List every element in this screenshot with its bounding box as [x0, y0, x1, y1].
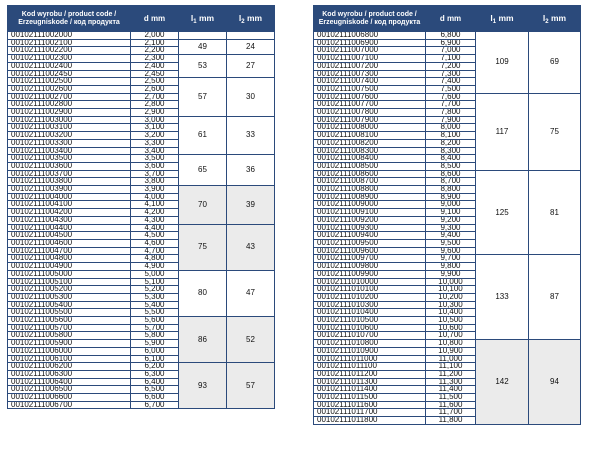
- table-row: [8, 363, 275, 371]
- diameter-cell: 11,500: [426, 394, 476, 402]
- product-code-cell: 00102111002450: [8, 70, 131, 78]
- l2-length-cell: 27: [227, 55, 275, 78]
- diameter-cell: 2,100: [131, 39, 179, 47]
- product-code-cell: 00102111010000: [314, 278, 426, 286]
- diameter-cell: 10,900: [426, 347, 476, 355]
- diameter-cell: 7,900: [426, 116, 476, 124]
- product-code-cell: 00102111004200: [8, 209, 131, 217]
- product-code-cell: 00102111002100: [8, 39, 131, 47]
- diameter-cell: 7,200: [426, 62, 476, 70]
- diameter-cell: 3,300: [131, 139, 179, 147]
- diameter-cell: 4,400: [131, 224, 179, 232]
- diameter-cell: 7,000: [426, 47, 476, 55]
- product-code-cell: 00102111006700: [8, 401, 131, 409]
- diameter-cell: 7,800: [426, 109, 476, 117]
- l2-length-cell: 43: [227, 224, 275, 270]
- product-code-cell: 00102111007000: [314, 47, 426, 55]
- product-code-cell: 00102111008800: [314, 186, 426, 194]
- product-code-cell: 00102111010200: [314, 293, 426, 301]
- product-code-cell: 00102111011300: [314, 378, 426, 386]
- product-code-cell: 00102111004800: [8, 255, 131, 263]
- product-code-cell: 00102111010300: [314, 301, 426, 309]
- diameter-cell: 7,600: [426, 93, 476, 101]
- diameter-cell: 10,400: [426, 309, 476, 317]
- product-code-cell: 00102111002800: [8, 101, 131, 109]
- diameter-cell: 7,700: [426, 101, 476, 109]
- product-code-cell: 00102111005300: [8, 293, 131, 301]
- diameter-cell: 9,300: [426, 224, 476, 232]
- product-code-cell: 00102111008500: [314, 162, 426, 170]
- product-code-cell: 00102111007100: [314, 55, 426, 63]
- product-code-cell: 00102111010800: [314, 340, 426, 348]
- diameter-cell: 4,200: [131, 209, 179, 217]
- table-row: [314, 170, 581, 178]
- product-code-cell: 00102111005600: [8, 317, 131, 325]
- product-code-cell: 00102111005200: [8, 286, 131, 294]
- diameter-cell: 2,900: [131, 109, 179, 117]
- table-row: [8, 55, 275, 63]
- diameter-cell: 3,200: [131, 132, 179, 140]
- diameter-cell: 2,400: [131, 62, 179, 70]
- diameter-cell: 11,600: [426, 401, 476, 409]
- product-code-cell: 00102111011500: [314, 394, 426, 402]
- table-row: [8, 186, 275, 194]
- product-code-cell: 00102111005800: [8, 332, 131, 340]
- diameter-cell: 2,200: [131, 47, 179, 55]
- product-code-cell: 00102111002700: [8, 93, 131, 101]
- diameter-cell: 8,800: [426, 186, 476, 194]
- diameter-cell: 11,200: [426, 370, 476, 378]
- table-row: [8, 78, 275, 86]
- l2-length-cell: 39: [227, 186, 275, 225]
- product-code-cell: 00102111006900: [314, 39, 426, 47]
- product-code-cell: 00102111004700: [8, 247, 131, 255]
- l1-header: $l_1$ mm: [476, 6, 529, 32]
- diameter-cell: 3,600: [131, 162, 179, 170]
- product-code-cell: 00102111008200: [314, 139, 426, 147]
- l1-header: $l_1$ mm: [179, 6, 227, 32]
- product-code-cell: 00102111006000: [8, 347, 131, 355]
- product-code-cell: 00102111009500: [314, 239, 426, 247]
- product-code-cell: 00102111007300: [314, 70, 426, 78]
- diameter-cell: 8,200: [426, 139, 476, 147]
- product-code-cell: 00102111003700: [8, 170, 131, 178]
- table-row: [8, 317, 275, 325]
- l1-length-cell: 93: [179, 363, 227, 409]
- l2-length-cell: 81: [529, 170, 581, 255]
- diameter-cell: 2,000: [131, 32, 179, 40]
- product-code-cell: 00102111002000: [8, 32, 131, 40]
- product-code-cell: 00102111005000: [8, 270, 131, 278]
- product-code-cell: 00102111004100: [8, 201, 131, 209]
- l1-length-cell: 61: [179, 116, 227, 155]
- diameter-cell: 6,900: [426, 39, 476, 47]
- diameter-cell: 11,100: [426, 363, 476, 371]
- diameter-cell: 8,500: [426, 162, 476, 170]
- l2-length-cell: 47: [227, 270, 275, 316]
- diameter-cell: 4,900: [131, 263, 179, 271]
- product-code-cell: 00102111003100: [8, 124, 131, 132]
- diameter-cell: 2,600: [131, 85, 179, 93]
- diameter-cell: 9,600: [426, 247, 476, 255]
- product-code-cell: 00102111011600: [314, 401, 426, 409]
- product-code-cell: 00102111004900: [8, 263, 131, 271]
- product-code-cell: 00102111009700: [314, 255, 426, 263]
- diameter-cell: 7,100: [426, 55, 476, 63]
- diameter-cell: 3,700: [131, 170, 179, 178]
- product-code-cell: 00102111009600: [314, 247, 426, 255]
- product-code-cell: 00102111003600: [8, 162, 131, 170]
- diameter-cell: 3,100: [131, 124, 179, 132]
- product-code-cell: 00102111007700: [314, 101, 426, 109]
- l1-length-cell: 109: [476, 32, 529, 94]
- diameter-cell: 8,400: [426, 155, 476, 163]
- diameter-cell: 3,000: [131, 116, 179, 124]
- product-code-cell: 00102111009100: [314, 209, 426, 217]
- diameter-cell: 5,700: [131, 324, 179, 332]
- l2-header: $l_2$ mm: [529, 6, 581, 32]
- product-code-cell: 00102111003000: [8, 116, 131, 124]
- product-code-cell: 00102111009000: [314, 201, 426, 209]
- product-code-cell: 00102111008900: [314, 193, 426, 201]
- diameter-cell: 5,300: [131, 293, 179, 301]
- diameter-cell: 9,400: [426, 232, 476, 240]
- diameter-cell: 2,450: [131, 70, 179, 78]
- product-code-cell: 00102111002500: [8, 78, 131, 86]
- product-code-cell: 00102111005700: [8, 324, 131, 332]
- diameter-cell: 4,700: [131, 247, 179, 255]
- product-code-cell: 00102111006400: [8, 378, 131, 386]
- diameter-cell: 8,900: [426, 193, 476, 201]
- product-code-cell: 00102111003200: [8, 132, 131, 140]
- l1-length-cell: 117: [476, 93, 529, 170]
- product-code-cell: 00102111002400: [8, 62, 131, 70]
- diameter-cell: 2,800: [131, 101, 179, 109]
- diameter-cell: 8,600: [426, 170, 476, 178]
- product-code-cell: 00102111011000: [314, 355, 426, 363]
- product-code-cell: 00102111009900: [314, 270, 426, 278]
- table-row: [8, 116, 275, 124]
- product-code-cell: 00102111011700: [314, 409, 426, 417]
- product-code-cell: 00102111002300: [8, 55, 131, 63]
- product-code-cell: 00102111007200: [314, 62, 426, 70]
- product-code-cell: 00102111009200: [314, 216, 426, 224]
- table-row: [314, 32, 581, 40]
- diameter-cell: 10,000: [426, 278, 476, 286]
- diameter-header: d mm: [131, 6, 179, 32]
- diameter-cell: 9,000: [426, 201, 476, 209]
- l2-header: $l_2$ mm: [227, 6, 275, 32]
- diameter-cell: 5,800: [131, 332, 179, 340]
- product-code-cell: 00102111007600: [314, 93, 426, 101]
- product-code-cell: 00102111004300: [8, 216, 131, 224]
- diameter-cell: 8,300: [426, 147, 476, 155]
- product-code-cell: 00102111009400: [314, 232, 426, 240]
- l1-length-cell: 53: [179, 55, 227, 78]
- table-row: [314, 340, 581, 348]
- l2-length-cell: [227, 32, 275, 40]
- diameter-cell: 7,300: [426, 70, 476, 78]
- product-code-cell: 00102111010500: [314, 317, 426, 325]
- diameter-cell: 9,100: [426, 209, 476, 217]
- product-code-cell: 00102111002200: [8, 47, 131, 55]
- code-header: Kod wyrobu / product code / Erzeugniskode / код продукта: [8, 6, 131, 32]
- product-code-cell: 00102111006200: [8, 363, 131, 371]
- product-code-cell: 00102111004600: [8, 239, 131, 247]
- l1-length-cell: 133: [476, 255, 529, 340]
- diameter-cell: 4,300: [131, 216, 179, 224]
- diameter-cell: 3,900: [131, 186, 179, 194]
- product-code-cell: 00102111005400: [8, 301, 131, 309]
- diameter-cell: 5,900: [131, 340, 179, 348]
- l2-length-cell: 33: [227, 116, 275, 155]
- product-code-cell: 00102111011100: [314, 363, 426, 371]
- l1-length-cell: 65: [179, 155, 227, 186]
- diameter-cell: 11,700: [426, 409, 476, 417]
- l2-length-cell: 94: [529, 340, 581, 425]
- diameter-cell: 10,100: [426, 286, 476, 294]
- l1-length-cell: 57: [179, 78, 227, 117]
- product-code-cell: 00102111010900: [314, 347, 426, 355]
- diameter-cell: 3,400: [131, 147, 179, 155]
- diameter-cell: 9,500: [426, 239, 476, 247]
- l1-length-cell: 80: [179, 270, 227, 316]
- diameter-cell: 5,600: [131, 317, 179, 325]
- product-code-cell: 00102111011400: [314, 386, 426, 394]
- product-code-cell: 00102111005900: [8, 340, 131, 348]
- diameter-cell: 8,100: [426, 132, 476, 140]
- diameter-cell: 4,600: [131, 239, 179, 247]
- product-code-cell: 00102111008700: [314, 178, 426, 186]
- product-code-cell: 00102111011800: [314, 417, 426, 425]
- diameter-cell: 11,300: [426, 378, 476, 386]
- diameter-cell: 11,000: [426, 355, 476, 363]
- diameter-cell: 5,100: [131, 278, 179, 286]
- diameter-cell: 9,800: [426, 263, 476, 271]
- l1-length-cell: 142: [476, 340, 529, 425]
- diameter-cell: 6,600: [131, 394, 179, 402]
- product-code-cell: 00102111007500: [314, 85, 426, 93]
- diameter-cell: 4,800: [131, 255, 179, 263]
- diameter-cell: 8,700: [426, 178, 476, 186]
- product-code-cell: 00102111006100: [8, 355, 131, 363]
- table-row: [8, 155, 275, 163]
- diameter-cell: 6,500: [131, 386, 179, 394]
- diameter-header: d mm: [426, 6, 476, 32]
- diameter-cell: 6,200: [131, 363, 179, 371]
- diameter-cell: 2,500: [131, 78, 179, 86]
- table-row: [8, 32, 275, 40]
- product-code-cell: 00102111005100: [8, 278, 131, 286]
- product-code-cell: 00102111004000: [8, 193, 131, 201]
- diameter-cell: 6,700: [131, 401, 179, 409]
- product-code-cell: 00102111008000: [314, 124, 426, 132]
- diameter-cell: 8,000: [426, 124, 476, 132]
- product-code-cell: 00102111008600: [314, 170, 426, 178]
- product-code-cell: 00102111006600: [8, 394, 131, 402]
- product-code-cell: 00102111002900: [8, 109, 131, 117]
- product-code-cell: 00102111011200: [314, 370, 426, 378]
- table-row: [314, 255, 581, 263]
- diameter-cell: 2,700: [131, 93, 179, 101]
- product-code-cell: 00102111010100: [314, 286, 426, 294]
- diameter-cell: 6,000: [131, 347, 179, 355]
- l1-length-cell: 70: [179, 186, 227, 225]
- l2-length-cell: 24: [227, 39, 275, 54]
- diameter-cell: 10,800: [426, 340, 476, 348]
- product-code-cell: 00102111010400: [314, 309, 426, 317]
- diameter-cell: 6,800: [426, 32, 476, 40]
- product-code-cell: 00102111008100: [314, 132, 426, 140]
- diameter-cell: 5,400: [131, 301, 179, 309]
- product-code-cell: 00102111006800: [314, 32, 426, 40]
- diameter-cell: 11,400: [426, 386, 476, 394]
- diameter-cell: 3,800: [131, 178, 179, 186]
- l1-length-cell: [179, 32, 227, 40]
- product-code-cell: 00102111003900: [8, 186, 131, 194]
- right-product-table: [313, 5, 581, 425]
- l2-length-cell: 52: [227, 317, 275, 363]
- diameter-cell: 3,500: [131, 155, 179, 163]
- diameter-cell: 7,400: [426, 78, 476, 86]
- product-code-cell: 00102111006500: [8, 386, 131, 394]
- l2-length-cell: 87: [529, 255, 581, 340]
- l1-length-cell: 75: [179, 224, 227, 270]
- product-code-cell: 00102111007800: [314, 109, 426, 117]
- l2-length-cell: 57: [227, 363, 275, 409]
- table-row: [8, 270, 275, 278]
- diameter-cell: 5,200: [131, 286, 179, 294]
- diameter-cell: 10,600: [426, 324, 476, 332]
- diameter-cell: 10,500: [426, 317, 476, 325]
- product-code-cell: 00102111003400: [8, 147, 131, 155]
- product-code-cell: 00102111002600: [8, 85, 131, 93]
- product-code-cell: 00102111005500: [8, 309, 131, 317]
- diameter-cell: 10,300: [426, 301, 476, 309]
- diameter-cell: 9,200: [426, 216, 476, 224]
- product-code-cell: 00102111010600: [314, 324, 426, 332]
- diameter-cell: 9,900: [426, 270, 476, 278]
- l2-length-cell: 36: [227, 155, 275, 186]
- diameter-cell: 6,300: [131, 370, 179, 378]
- diameter-cell: 6,400: [131, 378, 179, 386]
- diameter-cell: 2,300: [131, 55, 179, 63]
- product-code-cell: 00102111009300: [314, 224, 426, 232]
- code-header: Kod wyrobu / product code / Erzeugniskode / код продукта: [314, 6, 426, 32]
- diameter-cell: 4,100: [131, 201, 179, 209]
- l2-length-cell: 75: [529, 93, 581, 170]
- table-row: [314, 93, 581, 101]
- product-code-cell: 00102111009800: [314, 263, 426, 271]
- left-product-table: [7, 5, 275, 409]
- table-row: [8, 39, 275, 47]
- product-code-cell: 00102111008300: [314, 147, 426, 155]
- product-code-cell: 00102111007900: [314, 116, 426, 124]
- diameter-cell: 4,000: [131, 193, 179, 201]
- diameter-cell: 7,500: [426, 85, 476, 93]
- product-code-cell: 00102111003800: [8, 178, 131, 186]
- diameter-cell: 5,000: [131, 270, 179, 278]
- diameter-cell: 10,200: [426, 293, 476, 301]
- l1-length-cell: 49: [179, 39, 227, 54]
- diameter-cell: 4,500: [131, 232, 179, 240]
- diameter-cell: 5,500: [131, 309, 179, 317]
- product-code-cell: 00102111003500: [8, 155, 131, 163]
- product-code-cell: 00102111010700: [314, 332, 426, 340]
- product-code-cell: 00102111004400: [8, 224, 131, 232]
- l2-length-cell: 30: [227, 78, 275, 117]
- diameter-cell: 10,700: [426, 332, 476, 340]
- l1-length-cell: 86: [179, 317, 227, 363]
- diameter-cell: 9,700: [426, 255, 476, 263]
- diameter-cell: 6,100: [131, 355, 179, 363]
- product-code-cell: 00102111003300: [8, 139, 131, 147]
- diameter-cell: 11,800: [426, 417, 476, 425]
- l2-length-cell: 69: [529, 32, 581, 94]
- product-code-cell: 00102111004500: [8, 232, 131, 240]
- product-code-cell: 00102111007400: [314, 78, 426, 86]
- product-code-cell: 00102111006300: [8, 370, 131, 378]
- l1-length-cell: 125: [476, 170, 529, 255]
- table-row: [8, 224, 275, 232]
- product-code-cell: 00102111008400: [314, 155, 426, 163]
